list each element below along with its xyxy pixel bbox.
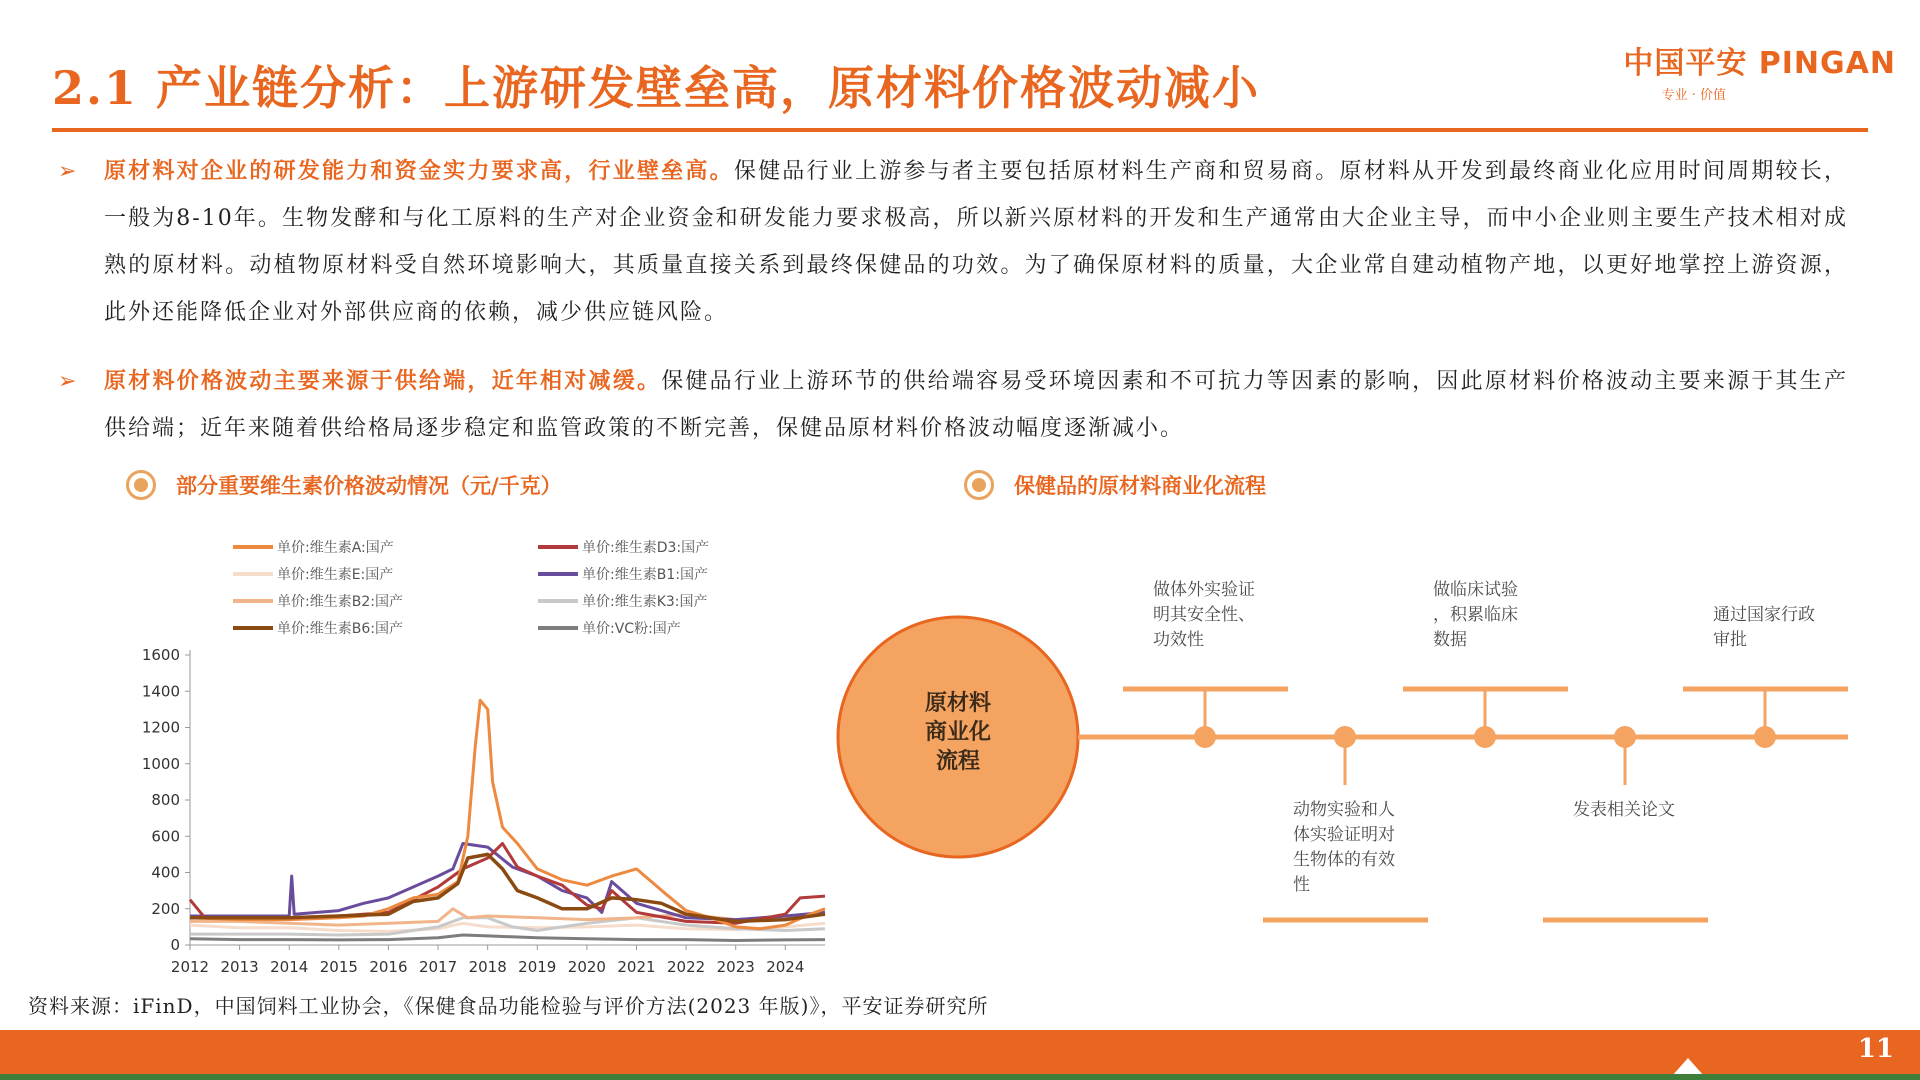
y-tick-label: 1000: [141, 754, 180, 773]
target-icon: [126, 470, 156, 500]
page-title: 2.1 产业链分析：上游研发壁垒高，原材料价格波动减小: [52, 61, 1261, 115]
arrow-bullet-icon: ➢: [58, 159, 77, 184]
flow-step-label: 性: [1293, 875, 1310, 895]
x-tick-label: 2021: [617, 958, 656, 976]
y-tick-label: 0: [170, 936, 180, 954]
source-note: 资料来源：iFinD，中国饲料工业协会，《保健食品功能检验与评价方法(2023 年版)》，平安证券研究所: [28, 994, 989, 1018]
flow-step-label: 功效性: [1153, 630, 1204, 650]
x-tick-label: 2015: [319, 958, 358, 976]
title-rule: [52, 128, 1868, 132]
page-number: 11: [1857, 1034, 1894, 1064]
legend-label: 单价:维生素K3:国产: [582, 594, 708, 610]
vitamin-price-chart: [125, 530, 845, 990]
flow-section-title: 保健品的原材料商业化流程: [1014, 473, 1266, 498]
x-tick-label: 2014: [270, 958, 309, 976]
bullet-paragraph: [104, 358, 1848, 452]
legend-label: 单价:维生素B6:国产: [277, 621, 403, 637]
x-tick-label: 2016: [369, 958, 408, 976]
flow-step-label: 发表相关论文: [1573, 800, 1675, 820]
y-tick-label: 200: [151, 899, 180, 918]
bullet-item: [58, 358, 1848, 452]
flow-step-label: 审批: [1713, 630, 1747, 650]
y-tick-label: 400: [151, 863, 180, 882]
y-tick-label: 600: [151, 827, 180, 846]
chart-section-heading: [126, 470, 562, 500]
legend-label: 单价:维生素D3:国产: [582, 540, 710, 556]
flow-step-label: 明其安全性、: [1153, 605, 1255, 625]
legend-label: 单价:维生素A:国产: [277, 540, 394, 556]
bullet-list: [58, 148, 1848, 474]
flow-circle-label: 商业化: [924, 720, 992, 745]
x-tick-label: 2017: [418, 958, 458, 976]
x-tick-label: 2018: [468, 958, 507, 976]
bullet-lead: 原材料价格波动主要来源于供给端，近年相对减缓。: [104, 368, 662, 394]
flow-step-label: 动物实验和人: [1293, 800, 1395, 820]
flow-circle-label: 流程: [935, 749, 981, 774]
flow-step-label: ，积累临床: [1433, 605, 1518, 625]
x-tick-label: 2023: [716, 958, 755, 976]
x-tick-label: 2013: [220, 958, 259, 976]
series-line: [190, 844, 825, 924]
y-tick-label: 1600: [141, 646, 180, 664]
flow-step-label: 体实验证明对: [1293, 825, 1395, 845]
x-tick-label: 2020: [567, 958, 606, 976]
x-tick-label: 2022: [667, 958, 706, 976]
series-line: [190, 935, 825, 941]
bullet-paragraph: [104, 148, 1848, 336]
flow-section-heading: [964, 470, 1266, 500]
chart-section-title: 部分重要维生素价格波动情况（元/千克）: [176, 473, 562, 498]
footer-line: [0, 1074, 1920, 1080]
logo-text: 中国平安 PINGAN: [1623, 46, 1896, 81]
flow-step-label: 通过国家行政: [1713, 605, 1815, 625]
bullet-body: 保健品行业上游环节的供给端容易受环境因素和不可抗力等因素的影响，因此原材料价格波动主要来源于其生产供给端；近年来随着供给格局逐步稳定和监管政策的不断完善，保健品原材料价格波动幅度逐渐减小。: [104, 369, 1848, 441]
legend-label: 单价:维生素E:国产: [277, 567, 394, 583]
flow-step-label: 做临床试验: [1433, 580, 1518, 600]
logo-tagline: 专业 · 价值: [1661, 88, 1726, 103]
legend-label: 单价:维生素B2:国产: [277, 594, 403, 610]
x-tick-label: 2012: [170, 958, 210, 976]
series-line: [190, 700, 825, 928]
flow-circle-label: 原材料: [924, 691, 992, 716]
x-tick-label: 2024: [766, 958, 805, 976]
footer-bar: [0, 1030, 1920, 1074]
flow-step-label: 数据: [1433, 630, 1467, 650]
series-line: [190, 844, 825, 920]
commercialization-flow-diagram: [830, 570, 1880, 930]
bullet-body: 保健品行业上游参与者主要包括原材料生产商和贸易商。原材料从开发到最终商业化应用时间周期较长，一般为8-10年。生物发酵和与化工原料的生产对企业资金和研发能力要求极高，所以新兴原材料的开发和生产通常由大企业主导，而中小企业则主要生产技术相对成熟的原材料。动植物原材料受自然环境影响大，其质量直接关系到最终保健品的功效。为了确保原材料的质量，大企业常自建动植物产地，以更好地掌控上游资源，此外还能降低企业对外部供应商的依赖，减少供应链风险。: [104, 159, 1848, 325]
y-tick-label: 800: [151, 791, 180, 809]
target-icon: [964, 470, 994, 500]
y-tick-label: 1400: [141, 682, 180, 701]
pingan-logo: [1623, 38, 1896, 103]
legend-label: 单价:维生素B1:国产: [582, 567, 708, 583]
flow-step-label: 生物体的有效: [1293, 850, 1395, 870]
x-tick-label: 2019: [518, 958, 557, 976]
arrow-bullet-icon: ➢: [58, 369, 77, 394]
flow-step-label: 做体外实验证: [1153, 580, 1255, 600]
bullet-lead: 原材料对企业的研发能力和资金实力要求高，行业壁垒高。: [104, 158, 734, 184]
legend-label: 单价:VC粉:国产: [582, 621, 681, 637]
y-tick-label: 1200: [141, 718, 180, 737]
bullet-item: [58, 148, 1848, 336]
